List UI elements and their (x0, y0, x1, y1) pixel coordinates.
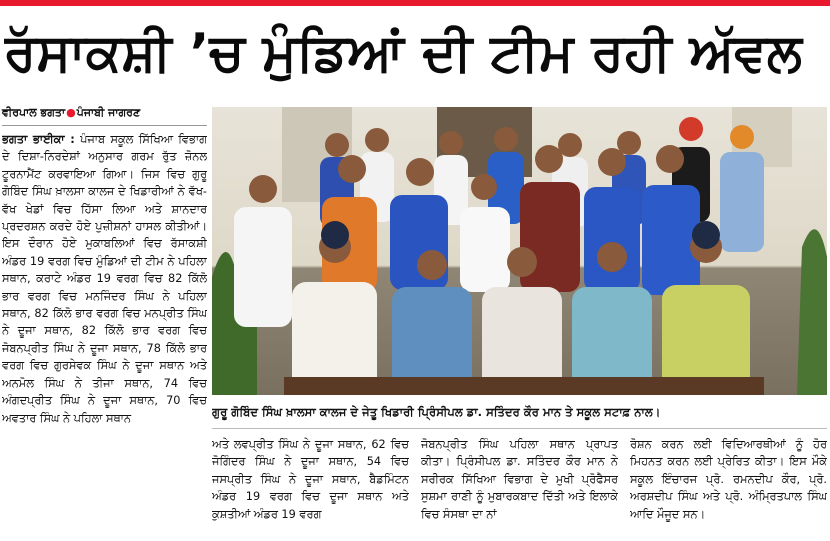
article-column-3: ਜੋਬਨਪ੍ਰੀਤ ਸਿੰਘ ਪਹਿਲਾ ਸਥਾਨ ਪ੍ਰਾਪਤ ਕੀਤਾ। ਪ੍ਰਿੰਸੀਪਲ ਡਾ. ਸਤਿੰਦਰ ਕੌਰ ਮਾਨ ਨੇ ਸਰੀਰਕ ਸਿੱਖਿਆ ਵਿਭਾਗ ਦੇ ਮੁਖੀ ਪ੍ਰੋਫੈਸਰ ਸੁਸ਼ਮਾ ਰਾਣੀ ਨੂੰ ਮੁਬਾਰਕਬਾਦ ਦਿੱਤੀ ਅਤੇ ਇਲਾਕੇ ਵਿਚ ਸੰਸਥਾ ਦਾ ਨਾਂ (421, 438, 618, 521)
caption-rule (212, 428, 827, 429)
headline: ਰੱਸਾਕਸ਼ੀ ’ਚ ਮੁੰਡਿਆਂ ਦੀ ਟੀਮ ਰਹੀ ਅੱਵਲ (4, 23, 802, 83)
byline-paper: ਪੰਜਾਬੀ ਜਾਗਰਣ (76, 106, 141, 119)
dateline: ਭਗਤਾ ਭਾਈਕਾ : (2, 133, 75, 146)
byline-rule (2, 125, 207, 126)
article-column-4: ਰੋਸ਼ਨ ਕਰਨ ਲਈ ਵਿਦਿਆਰਥੀਆਂ ਨੂੰ ਹੋਰ ਮਿਹਨਤ ਕਰਨ ਲਈ ਪ੍ਰੇਰਿਤ ਕੀਤਾ। ਇਸ ਮੌਕੇ ਸਕੂਲ ਇੰਚਾਰਜ ਪ੍ਰੋ. ਰਮਨਦੀਪ ਕੌਰ, ਪ੍ਰੋ. ਅਰਸ਼ਦੀਪ ਸਿੰਘ ਅਤੇ ਪ੍ਰੋ. ਅੰਮ੍ਰਿਤਪਾਲ ਸਿੰਘ ਆਦਿ ਮੌਜੂਦ ਸਨ। (630, 438, 827, 521)
byline-separator-dot: ● (66, 106, 76, 119)
top-accent-bar (0, 0, 830, 6)
photo-plant-right (797, 229, 827, 395)
article-column-1 (2, 131, 207, 537)
byline (2, 106, 140, 124)
photo-caption: ਗੁਰੂ ਗੋਬਿੰਦ ਸਿੰਘ ਖ਼ਾਲਸਾ ਕਾਲਜ ਦੇ ਜੇਤੂ ਖਿਡਾਰੀ ਪ੍ਰਿੰਸੀਪਲ ਡਾ. ਸਤਿੰਦਰ ਕੌਰ ਮਾਨ ਤੇ ਸਕੂਲ ਸਟਾਫ਼ ਨਾਲ। (212, 405, 661, 419)
photo-chairs (284, 377, 764, 395)
news-photo (212, 107, 827, 395)
byline-author: ਵੀਰਪਾਲ ਭਗਤਾ (2, 106, 66, 119)
column-1-text: ਪੰਜਾਬ ਸਕੂਲ ਸਿੱਖਿਆ ਵਿਭਾਗ ਦੇ ਦਿਸ਼ਾ-ਨਿਰਦੇਸ਼ਾਂ ਅਨੁਸਾਰ ਗਰਮ ਰੁੱਤ ਜ਼ੋਨਲ ਟੂਰਨਾਮੈਂਟ ਕਰਵਾਇਆ ਗਿਆ। ਜਿਸ ਵਿਚ ਗੁਰੂ ਗੋਬਿੰਦ ਸਿੰਘ ਖ਼ਾਲਸਾ ਕਾਲਜ ਦੇ ਖਿਡਾਰੀਆਂ ਨੇ ਵੱਖ-ਵੱਖ ਖੇਡਾਂ ਵਿਚ ਹਿੱਸਾ ਲਿਆ ਅਤੇ ਸ਼ਾਨਦਾਰ ਪ੍ਰਦਰਸ਼ਨ ਕਰਦੇ ਹੋਏ ਪੁਜ਼ੀਸ਼ਨਾਂ ਹਾਸਲ ਕੀਤੀਆਂ। ਇਸ ਦੌਰਾਨ ਹੋਏ ਮੁਕਾਬਲਿਆਂ ਵਿਚ ਰੱਸਾਕਸ਼ੀ ਅੰਡਰ 19 ਵਰਗ ਵਿਚ ਮੁੰਡਿਆਂ ਦੀ ਟੀਮ ਨੇ ਪਹਿਲਾ ਸਥਾਨ, ਕਰਾਟੇ ਅੰਡਰ 19 ਵਰਗ ਵਿਚ 82 ਕਿੱਲੋ ਭਾਰ ਵਰਗ ਵਿਚ ਮਨਜਿੰਦਰ ਸਿੰਘ ਨੇ ਪਹਿਲਾ ਸਥਾਨ, 82 ਕਿੱਲੋ ਭਾਰ ਵਰਗ ਵਿਚ ਮਨਪ੍ਰੀਤ ਸਿੰਘ ਨੇ ਦੂਜਾ ਸਥਾਨ, 82 ਕਿੱਲੋ ਭਾਰ ਵਰਗ ਵਿਚ ਜੋਬਨਪ੍ਰੀਤ ਸਿੰਘ ਨੇ ਦੂਜਾ ਸਥਾਨ, 78 ਕਿੱਲੋ ਭਾਰ ਵਰਗ ਵਿਚ ਗੁਰਸੇਵਕ ਸਿੰਘ ਨੇ ਦੂਜਾ ਸਥਾਨ ਅਤੇ ਅਨਮੋਲ ਸਿੰਘ ਨੇ ਤੀਜਾ ਸਥਾਨ, 74 ਵਿਚ ਅੰਗਦਪ੍ਰੀਤ ਸਿੰਘ ਨੇ ਦੂਜਾ ਸਥਾਨ, 70 ਵਿਚ ਅਵਤਾਰ ਸਿੰਘ ਨੇ ਪਹਿਲਾ ਸਥਾਨ (2, 133, 207, 425)
photo-illustration (212, 107, 827, 395)
article-column-2: ਅਤੇ ਲਵਪ੍ਰੀਤ ਸਿੰਘ ਨੇ ਦੂਜਾ ਸਥਾਨ, 62 ਵਿਚ ਜੋਗਿੰਦਰ ਸਿੰਘ ਨੇ ਦੂਜਾ ਸਥਾਨ, 54 ਵਿਚ ਜਸਪ੍ਰੀਤ ਸਿੰਘ ਨੇ ਦੂਜਾ ਸਥਾਨ, ਬੈਡਮਿੰਟਨ ਅੰਡਰ 19 ਵਰਗ ਵਿਚ ਦੂਜਾ ਸਥਾਨ ਅਤੇ ਕੁਸ਼ਤੀਆਂ ਅੰਡਰ 19 ਵਰਗ (212, 438, 409, 521)
